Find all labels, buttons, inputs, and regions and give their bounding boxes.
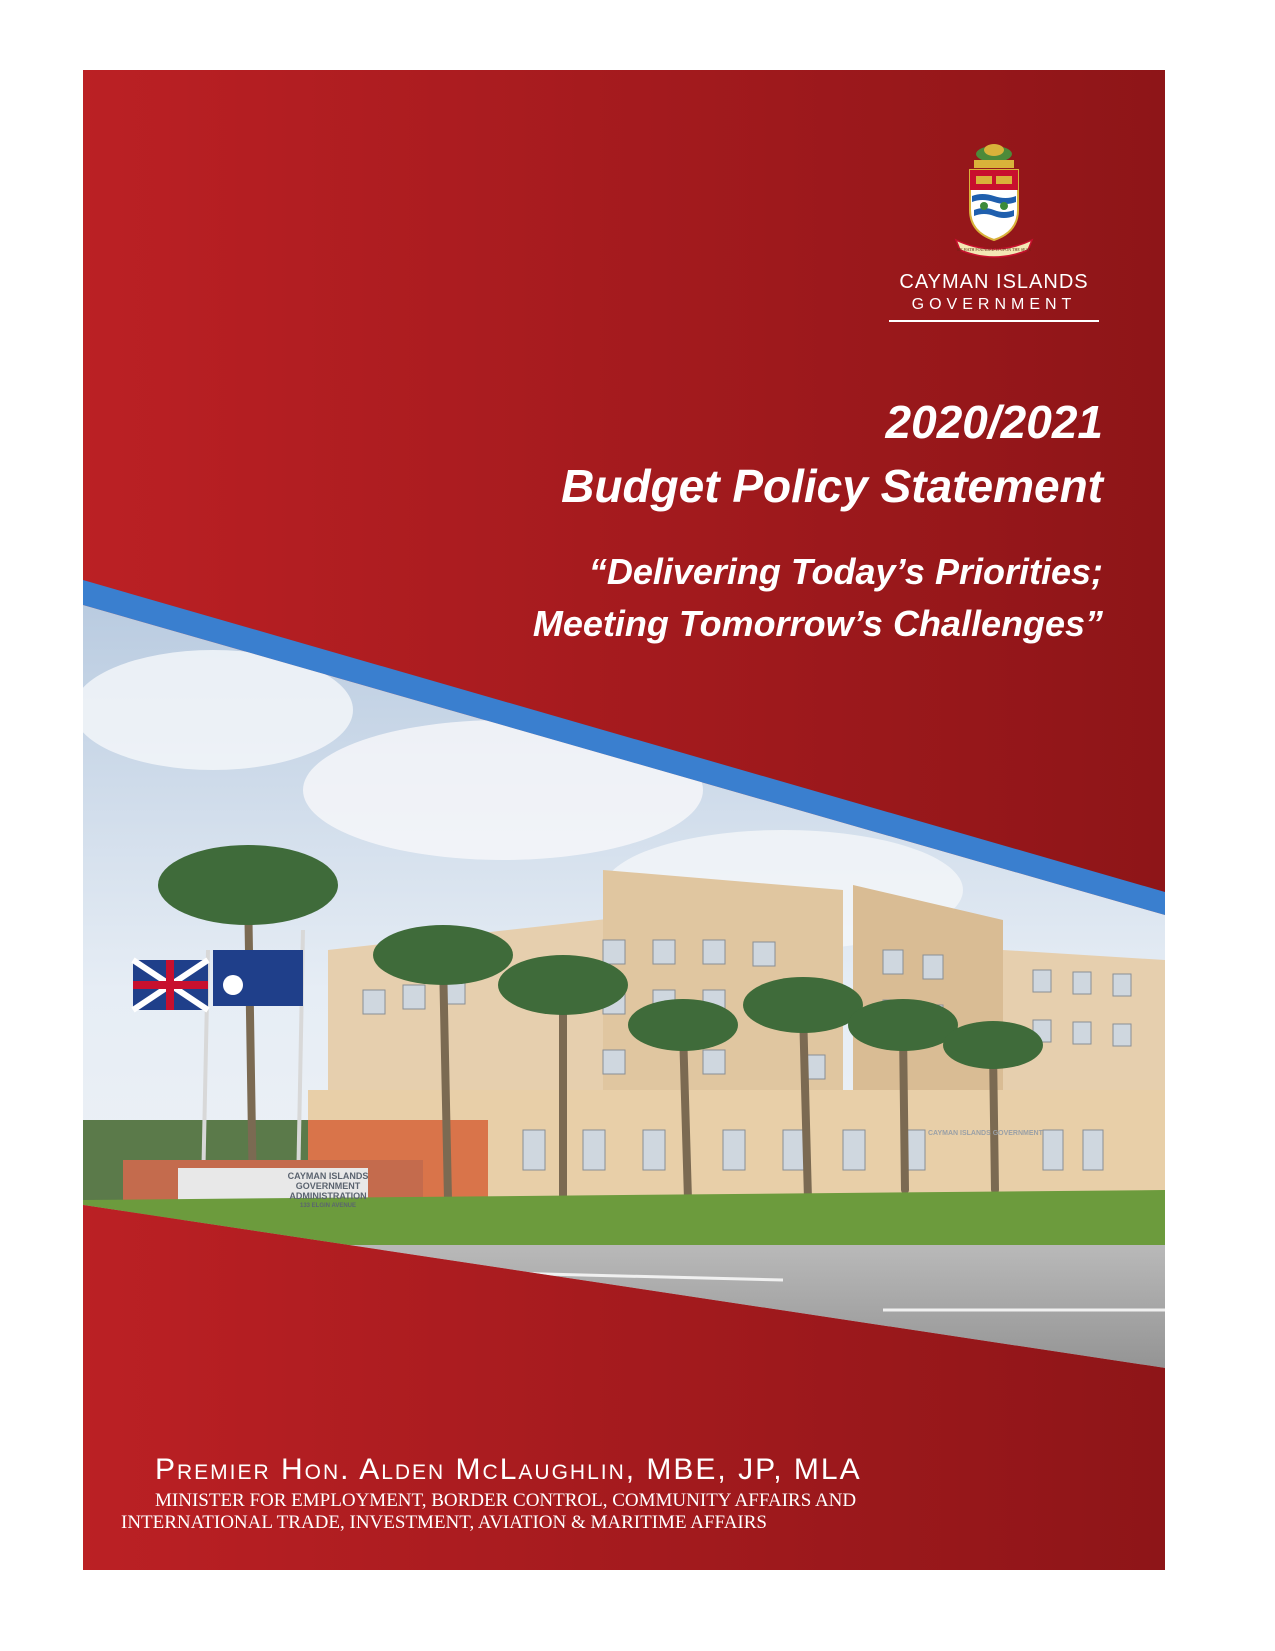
document-title: Budget Policy Statement [561,460,1103,512]
author-role-line-1: MINISTER FOR EMPLOYMENT, BORDER CONTROL, COMMUNITY AFFAIRS AND [155,1490,857,1511]
title-block [533,390,1103,650]
budget-year: 2020/2021 [885,396,1103,448]
sign-line-3: ADMINISTRATION [289,1191,367,1201]
subtitle [533,546,1103,650]
logo-line-2: GOVERNMENT [889,294,1099,322]
author-name: Premier Hon. Alden McLaughlin, MBE, JP, MLA [155,1453,862,1486]
author-block [83,1450,1165,1534]
crest-motto: HE HATH FOUNDED IT UPON THE SEAS [957,247,1031,252]
subtitle-line-1: “Delivering Today’s Priorities; [588,551,1103,592]
building-sign-text: CAYMAN ISLANDS GOVERNMENT [928,1130,1043,1137]
admin-sign-text [233,1171,423,1211]
subtitle-line-2: Meeting Tomorrow’s Challenges” [532,603,1103,644]
cover-page [83,70,1165,1570]
sign-line-1: CAYMAN ISLANDS [287,1171,369,1181]
sign-line-2: GOVERNMENT [295,1181,361,1191]
government-logo [889,140,1099,322]
author-role-line-2: INTERNATIONAL TRADE, INVESTMENT, AVIATION & MARITIME AFFAIRS [121,1512,767,1533]
logo-line-1: CAYMAN ISLANDS [899,271,1089,293]
coat-of-arms-icon [946,140,1042,260]
sign-line-4: 133 ELGIN AVENUE [299,1203,356,1209]
